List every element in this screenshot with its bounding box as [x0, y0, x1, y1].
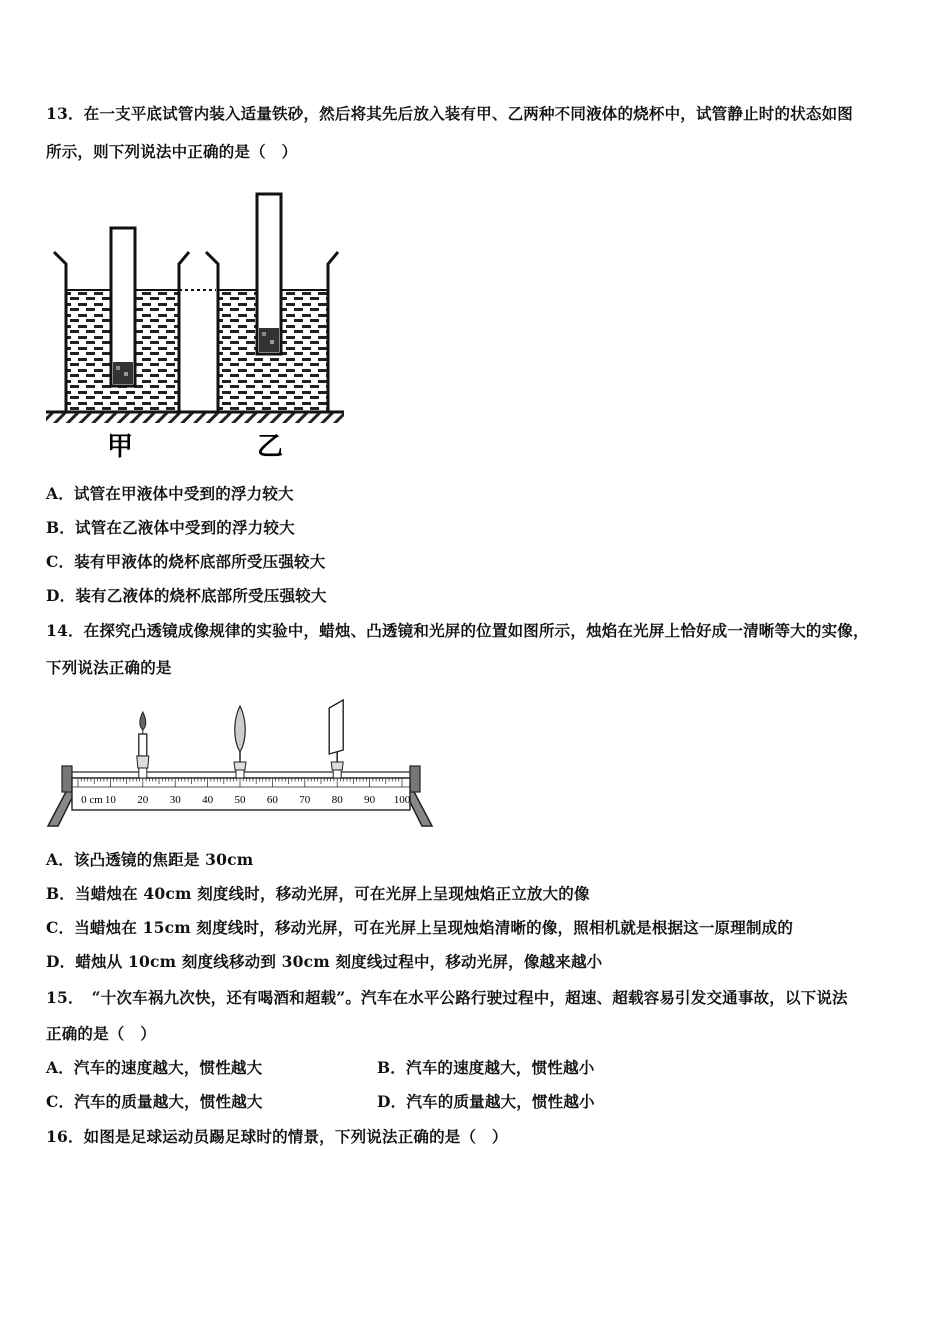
q15-option-d: D．汽车的质量越大，惯性越小 — [377, 1092, 595, 1111]
beaker-yi — [206, 194, 338, 412]
beaker-jia — [54, 228, 189, 412]
candle-flame — [140, 712, 146, 730]
bench-tick-label: 30 — [169, 794, 181, 806]
light-screen — [329, 700, 343, 778]
q16-stem-line1: 16．如图是足球运动员踢足球时的情景，下列说法正确的是（ ） — [46, 1127, 508, 1146]
bench-tick-label: 10 — [104, 794, 116, 806]
q15-option-c: C．汽车的质量越大，惯性越大 — [46, 1092, 263, 1111]
bench-tick-label: 80 — [331, 794, 343, 806]
label-yi: 乙 — [256, 432, 284, 462]
q13-option-a: A．试管在甲液体中受到的浮力较大 — [46, 484, 294, 503]
test-tube-jia — [111, 228, 135, 386]
bench-tick-label: 70 — [299, 794, 311, 806]
q15-option-b: B．汽车的速度越大，惯性越小 — [377, 1058, 595, 1077]
bench-tick-label: 90 — [364, 794, 376, 806]
q13-stem-line2: 所示，则下列说法中正确的是（ ） — [46, 142, 298, 161]
q14-stem-line2: 下列说法正确的是 — [46, 658, 172, 677]
convex-lens — [234, 706, 246, 778]
ground-surface — [46, 412, 344, 423]
label-jia: 甲 — [106, 432, 134, 462]
bench-tick-label: 60 — [266, 794, 278, 806]
q15-stem-line1: 15． “十次车祸九次快，还有喝酒和超载”。汽车在水平公路行驶过程中，超速、超载容易引发交通事故，以下说法 — [46, 988, 848, 1007]
q15-option-a: A．汽车的速度越大，惯性越大 — [46, 1058, 263, 1077]
q13-option-b: B．试管在乙液体中受到的浮力较大 — [46, 518, 295, 537]
bench-tick-label: 0 cm — [81, 794, 103, 806]
bench-tick-label: 50 — [234, 794, 246, 806]
q14-stem-line1: 14．在探究凸透镜成像规律的实验中，蜡烛、凸透镜和光屏的位置如图所示，烛焰在光屏上恰好成一清晰等大的实像， — [46, 621, 869, 640]
bench-tick-label: 40 — [202, 794, 214, 806]
q14-option-b: B．当蜡烛在 40cm 刻度线时，移动光屏，可在光屏上呈现烛焰正立放大的像 — [46, 884, 590, 903]
bench-tick-label: 20 — [137, 794, 149, 806]
test-tube-yi — [257, 194, 281, 354]
q13-option-d: D．装有乙液体的烧杯底部所受压强较大 — [46, 586, 327, 605]
candle — [137, 712, 149, 778]
q13-figure-beakers — [44, 190, 354, 465]
q14-option-a: A．该凸透镜的焦距是 30cm — [46, 850, 254, 869]
q14-option-d: D．蜡烛从 10cm 刻度线移动到 30cm 刻度线过程中，移动光屏，像越来越小 — [46, 952, 603, 971]
q14-figure-optical-bench — [44, 690, 444, 830]
q13-option-c: C．装有甲液体的烧杯底部所受压强较大 — [46, 552, 326, 571]
q14-option-c: C．当蜡烛在 15cm 刻度线时，移动光屏，可在光屏上呈现烛焰清晰的像，照相机就是根据这一原理制成的 — [46, 918, 794, 937]
q13-stem-line1: 13．在一支平底试管内装入适量铁砂，然后将其先后放入装有甲、乙两种不同液体的烧杯中，试管静止时的状态如图 — [46, 104, 853, 123]
bench-tick-label: 100 — [393, 794, 411, 806]
q15-stem-line2: 正确的是（ ） — [46, 1024, 156, 1043]
